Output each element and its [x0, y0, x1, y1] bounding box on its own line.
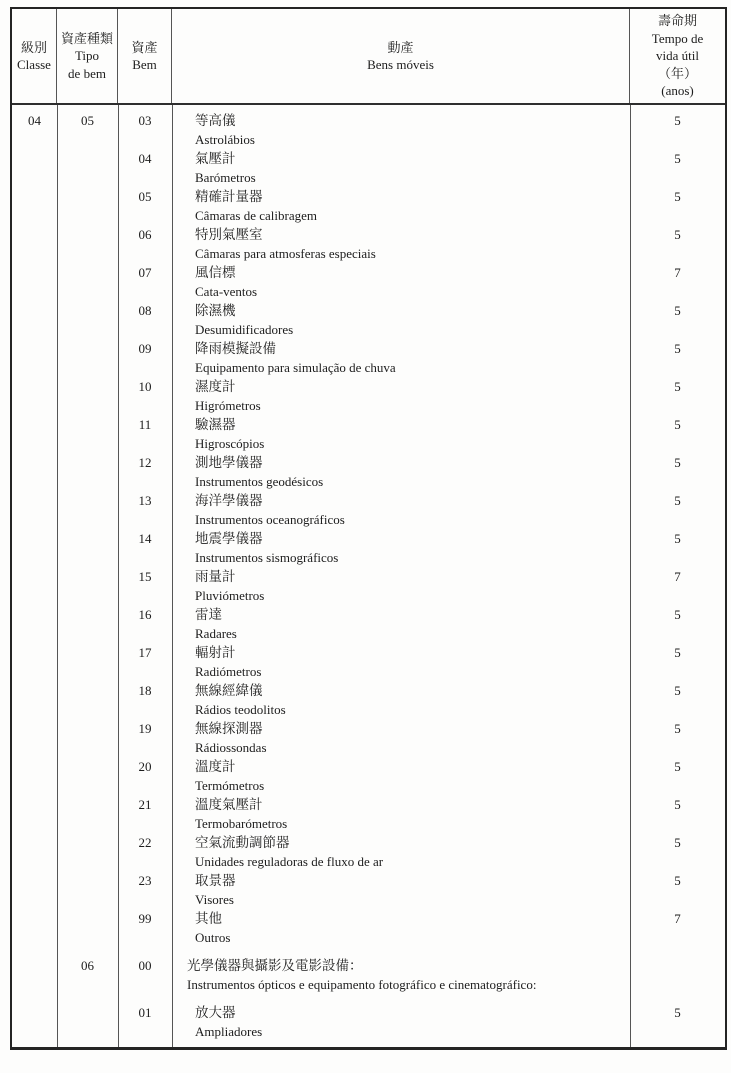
item-name-pt: Barómetros [195, 170, 256, 185]
cell-bem: 05 [138, 189, 152, 204]
cell-years: 5 [674, 873, 681, 888]
cell-movable [172, 567, 630, 605]
cell-years: 5 [674, 379, 681, 394]
cell-movable [172, 643, 630, 681]
item-name-pt: Desumidificadores [195, 322, 294, 337]
item-name-pt: Radares [195, 626, 237, 641]
cell-movable [172, 187, 630, 225]
item-name-zh: 溫度氣壓計 [195, 797, 263, 812]
header-bem-zh: 資產 [131, 39, 158, 55]
cell-movable [172, 871, 630, 909]
cell-years: 5 [674, 607, 681, 622]
item-name-zh: 取景器 [195, 873, 236, 888]
cell-bem: 03 [138, 113, 152, 128]
cell-years: 5 [674, 645, 681, 660]
item-name-pt: Higroscópios [195, 436, 265, 451]
cell-bem: 16 [138, 607, 152, 622]
table-header [12, 9, 725, 105]
item-name-zh: 無線探測器 [195, 721, 263, 736]
item-name-pt: Visores [195, 892, 234, 907]
item-name-zh: 雷達 [195, 607, 222, 622]
item-name-pt: Cata-ventos [195, 284, 258, 299]
item-name-zh: 氣壓計 [195, 151, 236, 166]
item-name-pt: Câmaras para atmosferas especiais [195, 246, 376, 261]
item-name-pt: Outros [195, 930, 231, 945]
item-name-pt: Instrumentos oceanográficos [195, 512, 345, 527]
cell-years: 5 [674, 227, 681, 242]
depreciation-table [10, 7, 727, 1050]
cell-bem: 10 [138, 379, 152, 394]
cell-bem: 18 [138, 683, 152, 698]
cell-movable [172, 605, 630, 643]
cell-movable [172, 111, 630, 149]
cell-movable [172, 909, 630, 947]
item-name-pt: Termómetros [195, 778, 265, 793]
cell-bem: 04 [138, 151, 152, 166]
cell-bem: 11 [138, 417, 152, 432]
item-name-pt: Termobarómetros [195, 816, 288, 831]
column-divider [172, 105, 173, 1047]
cell-years: 5 [674, 455, 681, 470]
item-name-pt: Instrumentos ópticos e equipamento fotográfico e cinematográfico: [187, 977, 537, 992]
header-cell-tipo [57, 9, 118, 103]
cell-movable [172, 453, 630, 491]
cell-movable [172, 149, 630, 187]
cell-years: 5 [674, 721, 681, 736]
cell-bem: 19 [138, 721, 152, 736]
item-name-zh: 除濕機 [195, 303, 236, 318]
header-tipo-pt-2: de bem [68, 65, 106, 81]
item-name-pt: Unidades reguladoras de fluxo de ar [195, 854, 384, 869]
item-name-zh: 其他 [195, 911, 222, 926]
cell-movable [172, 681, 630, 719]
item-name-pt: Câmaras de calibragem [195, 208, 317, 223]
cell-years: 7 [674, 265, 681, 280]
cell-movable [172, 529, 630, 567]
header-bem-pt: Bem [132, 57, 157, 72]
cell-movable [172, 956, 630, 994]
cell-bem: 15 [138, 569, 152, 584]
item-name-pt: Ampliadores [195, 1024, 263, 1039]
cell-movable [172, 719, 630, 757]
item-name-zh: 濕度計 [195, 379, 236, 394]
cell-years: 5 [674, 493, 681, 508]
cell-movable [172, 1003, 630, 1041]
cell-movable [172, 795, 630, 833]
cell-tipo: 06 [81, 958, 94, 973]
header-cell-bem [118, 9, 172, 103]
header-classe-zh: 級別 [20, 39, 47, 55]
header-years-zh: 壽命期 [657, 13, 697, 29]
item-name-pt: Pluviómetros [195, 588, 265, 603]
cell-movable [172, 225, 630, 263]
cell-years: 5 [674, 417, 681, 432]
header-classe-pt: Classe [17, 57, 51, 72]
header-tipo-zh: 資產種類 [60, 30, 113, 46]
cell-movable [172, 301, 630, 339]
cell-bem: 00 [138, 958, 152, 973]
item-name-zh: 雨量計 [195, 569, 236, 584]
item-name-zh: 風信標 [195, 265, 236, 280]
cell-movable [172, 415, 630, 453]
cell-years: 5 [674, 797, 681, 812]
header-cell-movables [172, 9, 630, 103]
cell-movable [172, 833, 630, 871]
cell-years: 5 [674, 151, 681, 166]
header-cell-classe [12, 9, 57, 103]
cell-bem: 20 [138, 759, 152, 774]
item-name-zh: 空氣流動調節器 [195, 835, 290, 850]
cell-years: 7 [674, 911, 681, 926]
item-name-pt: Rádios teodolitos [195, 702, 286, 717]
cell-tipo: 05 [81, 113, 94, 128]
header-years-zh-unit: （年） [657, 65, 697, 81]
header-movables-zh: 動產 [387, 39, 414, 55]
header-movables-pt: Bens móveis [367, 57, 434, 72]
cell-years: 7 [674, 569, 681, 584]
cell-years: 5 [674, 189, 681, 204]
cell-movable [172, 263, 630, 301]
item-name-zh: 溫度計 [195, 759, 236, 774]
item-name-zh: 輻射計 [195, 645, 236, 660]
cell-bem: 08 [138, 303, 152, 318]
cell-years: 5 [674, 341, 681, 356]
item-name-zh: 放大器 [195, 1005, 236, 1020]
cell-bem: 13 [138, 493, 152, 508]
cell-bem: 21 [138, 797, 152, 812]
cell-bem: 06 [138, 227, 152, 242]
cell-bem: 17 [138, 645, 152, 660]
cell-bem: 22 [138, 835, 152, 850]
cell-years: 5 [674, 683, 681, 698]
cell-years: 5 [674, 759, 681, 774]
item-name-pt: Instrumentos sismográficos [195, 550, 339, 565]
item-name-pt: Higrómetros [195, 398, 261, 413]
item-name-pt: Astrolábios [195, 132, 255, 147]
column-divider [57, 105, 58, 1047]
cell-bem: 12 [138, 455, 152, 470]
cell-movable [172, 339, 630, 377]
item-name-zh: 測地學儀器 [195, 455, 263, 470]
cell-bem: 23 [138, 873, 152, 888]
item-name-zh: 驗濕器 [195, 417, 236, 432]
cell-bem: 14 [138, 531, 152, 546]
header-cell-years [630, 9, 725, 103]
cell-years: 5 [674, 113, 681, 128]
item-name-zh: 特別氣壓室 [195, 227, 263, 242]
header-years-pt-1: Tempo de [651, 30, 704, 46]
item-name-zh: 等高儀 [195, 113, 236, 128]
table-body [12, 105, 725, 1047]
cell-years: 5 [674, 303, 681, 318]
item-name-pt: Rádiossondas [195, 740, 267, 755]
cell-movable [172, 491, 630, 529]
item-name-zh: 光學儀器與攝影及電影設備： [187, 958, 363, 973]
column-divider [630, 105, 631, 1047]
cell-years: 5 [674, 835, 681, 850]
header-years-pt-2: vida útil [656, 48, 699, 64]
item-name-zh: 地震學儀器 [195, 531, 263, 546]
item-name-zh: 精確計量器 [195, 189, 263, 204]
column-divider [118, 105, 119, 1047]
item-name-zh: 海洋學儀器 [195, 493, 263, 508]
item-name-pt: Equipamento para simulação de chuva [195, 360, 396, 375]
cell-bem: 07 [138, 265, 152, 280]
header-tipo-pt-1: Tipo [74, 48, 100, 64]
cell-movable [172, 377, 630, 415]
cell-movable [172, 757, 630, 795]
cell-classe: 04 [28, 113, 41, 128]
cell-years: 5 [674, 531, 681, 546]
item-name-zh: 降雨模擬設備 [195, 341, 276, 356]
cell-bem: 01 [138, 1005, 152, 1020]
cell-bem: 99 [138, 911, 152, 926]
header-years-pt-unit: (anos) [661, 83, 694, 99]
cell-years: 5 [674, 1005, 681, 1020]
item-name-zh: 無線經緯儀 [195, 683, 263, 698]
item-name-pt: Radiómetros [195, 664, 262, 679]
item-name-pt: Instrumentos geodésicos [195, 474, 324, 489]
cell-bem: 09 [138, 341, 152, 356]
